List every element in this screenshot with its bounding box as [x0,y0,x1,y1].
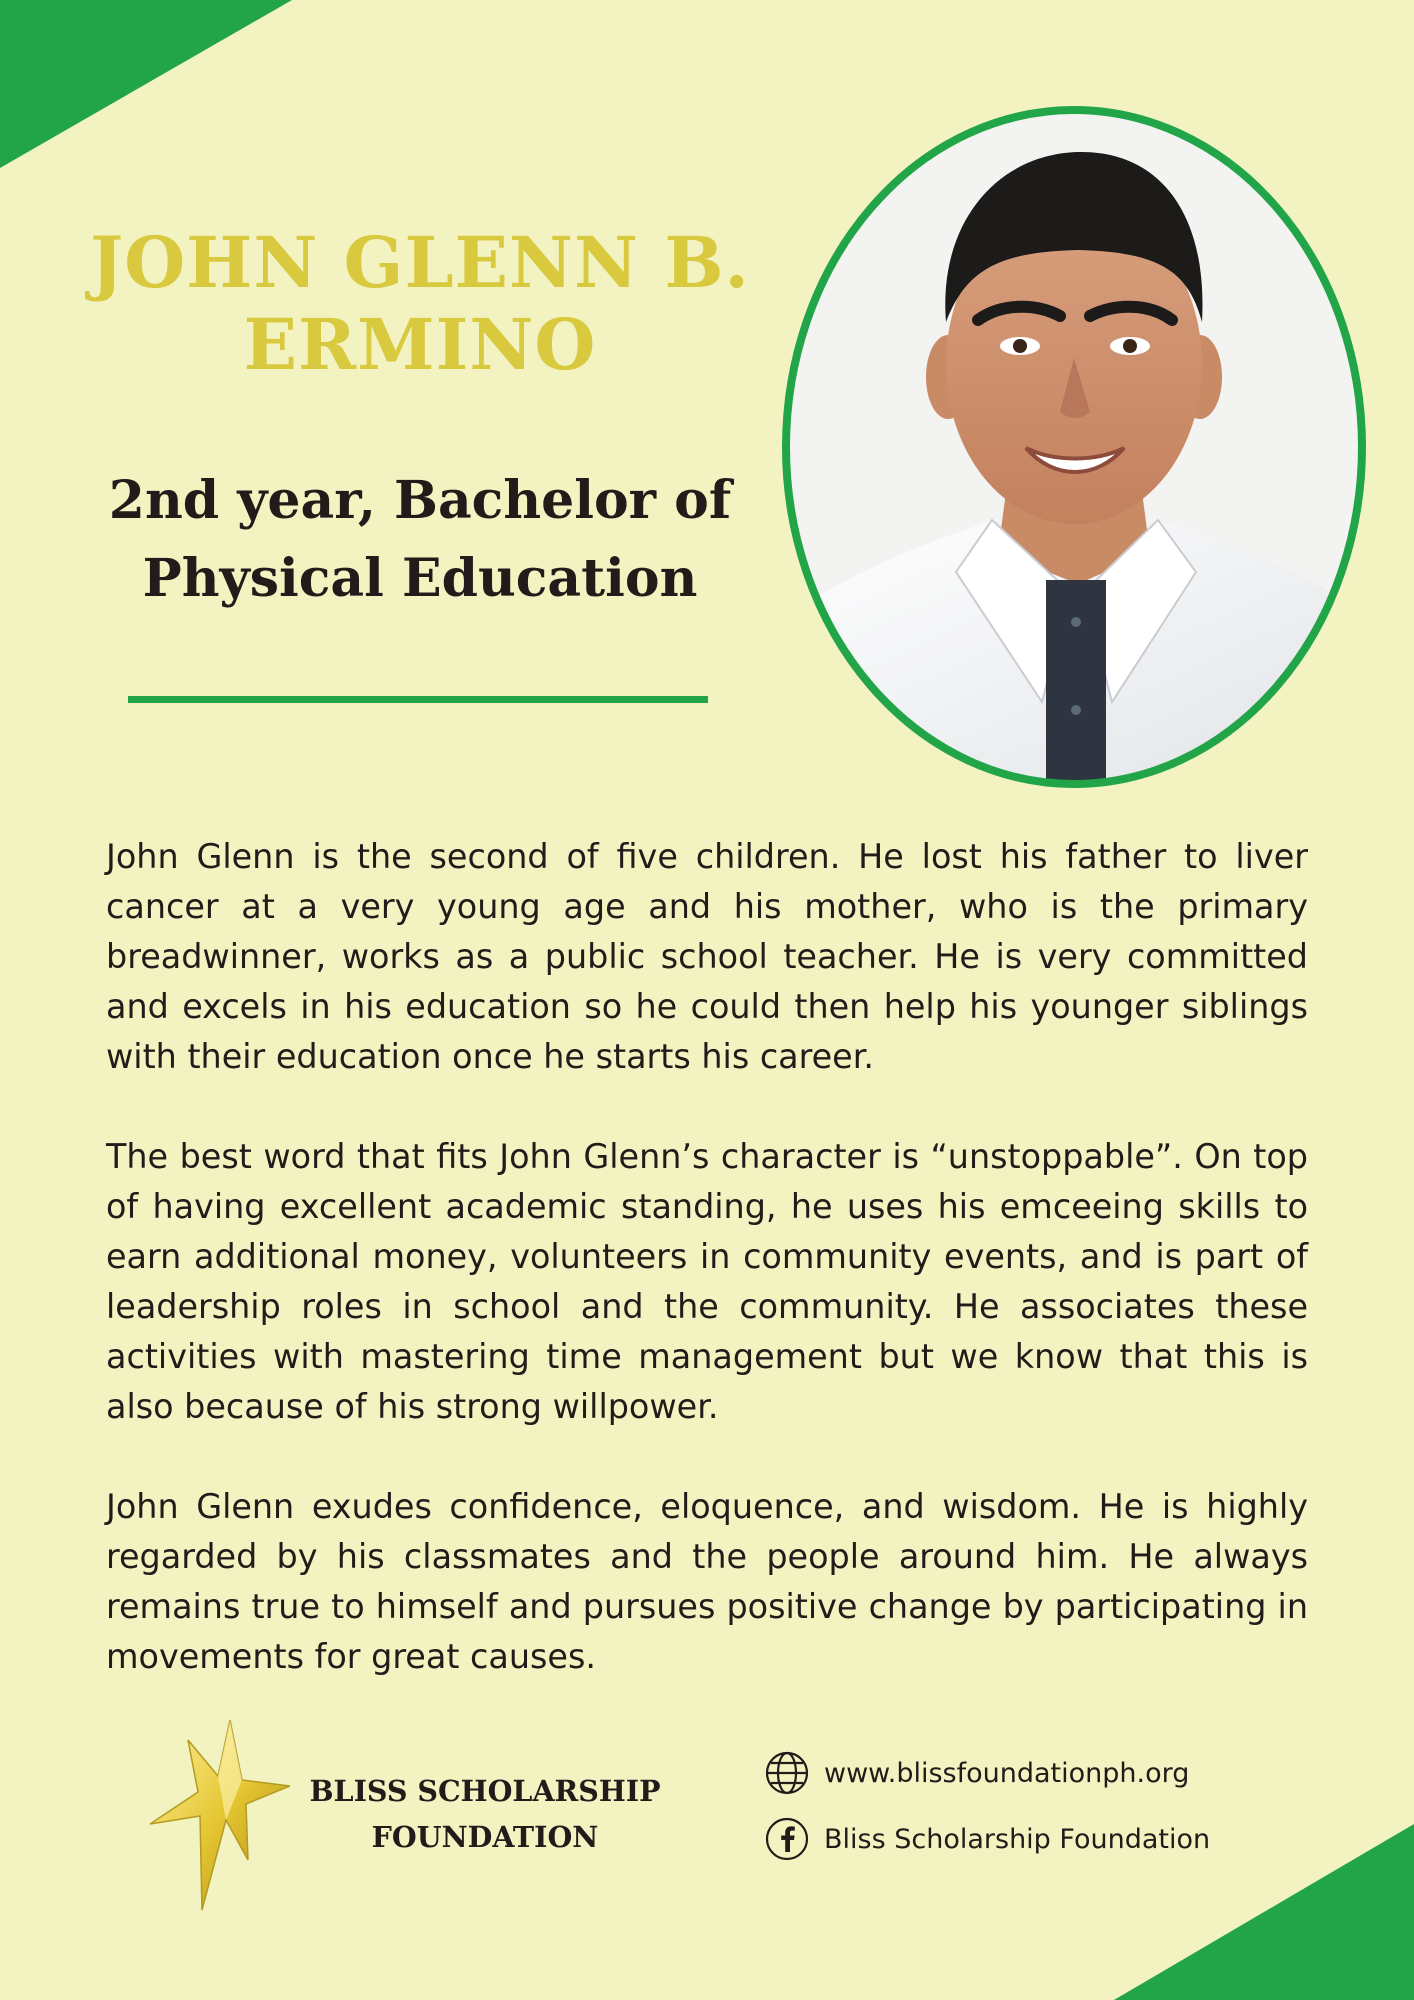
student-program-line1: 2nd year, Bachelor of [108,470,732,531]
foundation-name [305,1768,665,1860]
student-program [60,462,780,618]
facebook-icon [764,1816,810,1862]
star-icon [150,1720,290,1920]
student-program-line2: Physical Education [142,548,698,609]
title-divider [128,696,708,703]
facebook-contact[interactable] [764,1816,1210,1862]
website-link[interactable]: www.blissfoundationph.org [824,1757,1190,1789]
website-contact[interactable] [764,1750,1189,1796]
foundation-name-line2: FOUNDATION [371,1820,599,1854]
student-photo [778,102,1370,792]
student-name [60,222,780,386]
student-name-line1: JOHN GLENN B. [90,221,750,304]
globe-icon [764,1750,810,1796]
bio-paragraph: John Glenn exudes confidence, eloquence, and wisdom. He is highly regarded by his classmates and the people around him. He always remains true to himself and pursues positive change by participating in movements for great causes. [106,1487,1308,1676]
facebook-link[interactable]: Bliss Scholarship Foundation [824,1823,1211,1855]
foundation-name-line1: BLISS SCHOLARSHIP [309,1774,661,1808]
corner-decoration-top-left [0,0,300,170]
bio-paragraph: John Glenn is the second of five children. He lost his father to liver cancer at a very young age and his mother, who is the primary breadwinner, works as a public school teacher. He is very committed and excels in his education so he could then help his younger siblings with their education once he starts his career. [106,837,1308,1076]
student-name-line2: ERMINO [243,303,597,386]
bio-paragraph: The best word that fits John Glenn’s character is “unstoppable”. On top of having excellent academic standing, he uses his emceeing skills to earn additional money, volunteers in community events, and is part of leadership roles in school and the community. He associates these activities with mastering time management but we know that this is also because of his strong willpower. [106,1137,1308,1426]
bio-section [106,832,1308,1732]
